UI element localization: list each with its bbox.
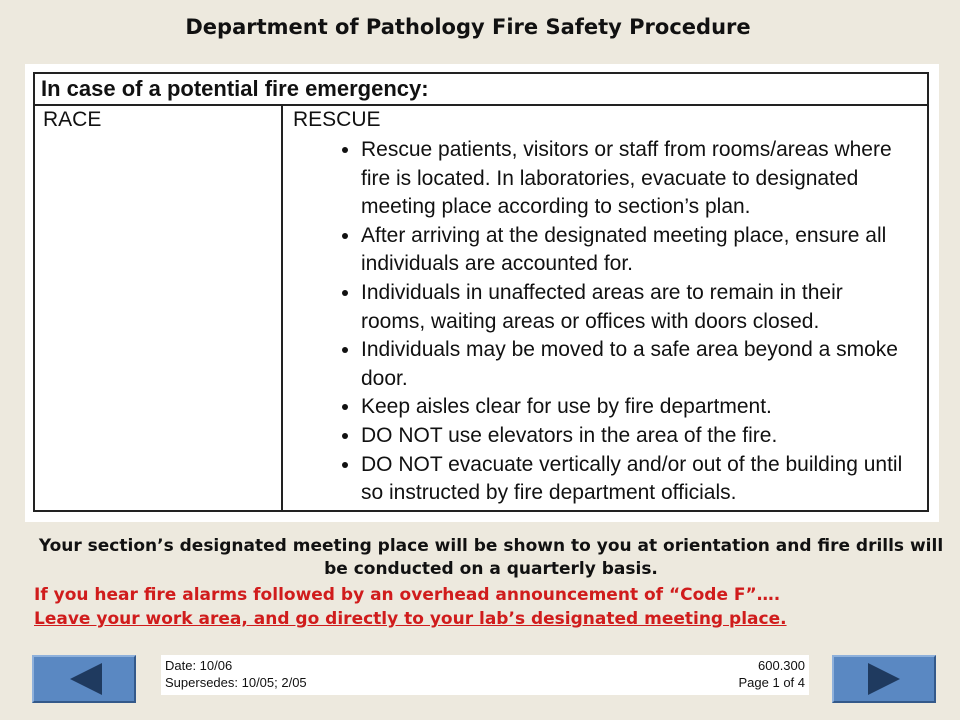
list-item: • Individuals in unaffected areas are to remain in their rooms, waiting areas or offices with doors closed. [361,279,917,336]
rescue-column [283,104,927,510]
triangle-left-icon [34,657,134,701]
race-column [35,104,283,510]
previous-slide-button[interactable] [32,655,136,703]
next-slide-button[interactable] [832,655,936,703]
rescue-heading: RESCUE [293,108,381,131]
footer-page-number: Page 1 of 4 [738,675,805,690]
list-item: • After arriving at the designated meeting place, ensure all individuals are accounted for. [361,222,917,279]
race-label: RACE [43,108,102,131]
meeting-place-note: Your section’s designated meeting place will be shown to you at orientation and fire drills will be conducted on a quarterly basis. [38,536,944,579]
fire-alarm-alert [34,583,934,631]
list-item: • Individuals may be moved to a safe area beyond a smoke door. [361,336,917,393]
list-item: • DO NOT use elevators in the area of the fire. [361,422,917,451]
rescue-list [293,136,917,508]
triangle-right-icon [834,657,934,701]
footer-date: Date: 10/06 [165,658,233,673]
footer-supersedes: Supersedes: 10/05; 2/05 [165,675,307,690]
document-footer [161,655,809,695]
list-item: • DO NOT evacuate vertically and/or out of the building until so instructed by fire department officials. [361,451,917,508]
list-item: • Keep aisles clear for use by fire department. [361,393,917,422]
footer-doc-number: 600.300 [758,658,805,673]
page-title: Department of Pathology Fire Safety Procedure [185,15,751,39]
procedure-table [33,72,929,512]
list-item: • Rescue patients, visitors or staff from rooms/areas where fire is located. In laboratories, evacuate to designated meeting place according to section’s plan. [361,136,917,222]
table-header: In case of a potential fire emergency: [35,74,927,106]
alert-line-2: Leave your work area, and go directly to your lab’s designated meeting place. [34,609,787,629]
alert-line-1: If you hear fire alarms followed by an overhead announcement of “Code F”…. [34,585,781,605]
procedure-document [25,64,939,522]
